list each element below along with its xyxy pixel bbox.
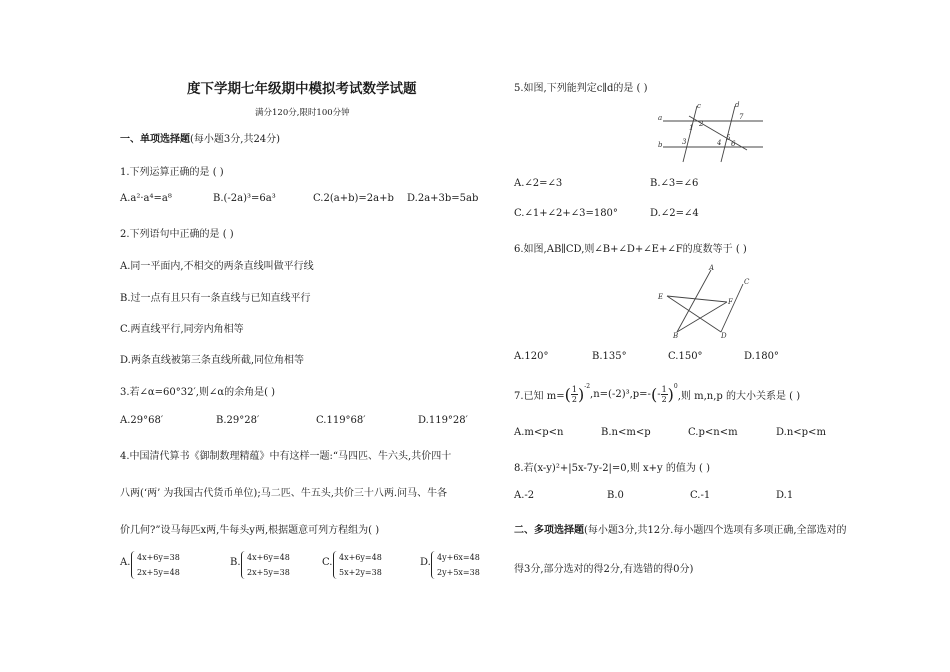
q5-option-a: A.∠2=∠3 <box>514 178 563 189</box>
q1-option-c: C.2(a+b)=2a+b <box>313 193 394 204</box>
q5-label-2: 2 <box>699 120 704 128</box>
q4-d-eq2: 2y+5x=38 <box>437 568 480 577</box>
brace-icon <box>131 551 137 579</box>
q4-d-eq1: 4y+6x=48 <box>437 553 480 562</box>
q6-line-ab <box>677 270 711 332</box>
q1-option-b: B.(-2a)³=6a³ <box>213 193 276 204</box>
left-paren-icon: ( <box>564 384 571 404</box>
page-subtitle: 满分120分,限时100分钟 <box>255 108 350 118</box>
q5-label-b: b <box>658 141 663 149</box>
q7-exp1: -2 <box>584 383 591 390</box>
q7-f2-den: 2 <box>661 394 667 404</box>
q5-stem: 5.如图,下列能判定c∥d的是 ( ) <box>514 83 648 94</box>
q5-label-a: a <box>658 114 663 122</box>
q3-option-d: D.119°28′ <box>418 415 468 426</box>
q7-fraction-1 <box>571 385 578 404</box>
q4-line3: 价几何?”设马每匹x两,牛每头y两,根据题意可列方程组为( ) <box>120 525 380 536</box>
section1-title: 一、单项选择题 <box>120 134 190 145</box>
q3-option-a: A.29°68′ <box>120 415 164 426</box>
q5-option-d: D.∠2=∠4 <box>650 208 699 219</box>
q6-option-a: A.120° <box>514 351 549 362</box>
q6-option-b: B.135° <box>592 351 627 362</box>
q2-option-b: B.过一点有且只有一条直线与已知直线平行 <box>120 293 311 304</box>
q4-c-eq2: 5x+2y=38 <box>339 568 382 577</box>
q4-option-c-label: C. <box>322 557 333 568</box>
q8-option-c: C.-1 <box>690 490 711 501</box>
section1-heading <box>120 130 280 145</box>
q6-option-d: D.180° <box>744 351 779 362</box>
q4-option-a-system <box>131 550 180 580</box>
q1-option-d: D.2a+3b=5ab <box>407 193 479 204</box>
section1-note: (每小题3分,共24分) <box>190 134 281 145</box>
q2-stem: 2.下列语句中正确的是 ( ) <box>120 229 234 240</box>
q4-b-eq1: 4x+6y=48 <box>247 553 290 562</box>
minus-sign: - <box>657 388 661 400</box>
q3-option-c: C.119°68′ <box>316 415 366 426</box>
q5-label-d: d <box>735 101 740 109</box>
q6-label-C: C <box>744 278 750 286</box>
q5-option-c: C.∠1+∠2+∠3=180° <box>514 208 618 219</box>
page-title: 度下学期七年级期中模拟考试数学试题 <box>187 81 417 97</box>
q5-label-c: c <box>697 102 701 110</box>
q4-a-eq2: 2x+5y=48 <box>137 568 180 577</box>
q5-line-c <box>683 106 697 162</box>
q2-option-c: C.两直线平行,同旁内角相等 <box>120 324 244 335</box>
q6-label-A: A <box>709 264 715 272</box>
q1-option-a: A.a²·a⁴=a⁸ <box>120 193 172 204</box>
q7-mid: ,n=(-2)³,p=- <box>590 388 651 400</box>
q4-line1: 4.中国清代算书《御制数理精蕴》中有这样一题:“马四匹、牛六头,共价四十 <box>120 451 452 462</box>
q6-line-cd <box>721 284 743 332</box>
q4-option-c-system <box>333 550 382 580</box>
q4-option-b-system <box>241 550 290 580</box>
q6-label-F: F <box>728 298 733 306</box>
right-paren-icon: ) <box>577 384 585 404</box>
q5-label-3: 3 <box>682 138 687 146</box>
q4-line2: 八两(‘两’ 为我国古代货币单位);马二匹、牛五头,共价三十八两.问马、牛各 <box>120 488 448 499</box>
q6-stem: 6.如图,AB∥CD,则∠B+∠D+∠E+∠F的度数等于 ( ) <box>514 244 747 255</box>
section2-line2: 得3分,部分选对的得2分,有选错的得0分) <box>514 564 694 575</box>
section2-title: 二、多项选择题 <box>514 525 584 536</box>
q6-label-B: B <box>673 332 679 340</box>
q8-stem: 8.若(x-y)²+|5x-7y-2|=0,则 x+y 的值为 ( ) <box>514 463 711 474</box>
brace-icon <box>241 551 247 579</box>
q2-option-a: A.同一平面内,不相交的两条直线叫做平行线 <box>120 261 314 272</box>
brace-icon <box>431 551 437 579</box>
q5-label-5: 5 <box>726 134 731 142</box>
q2-option-d: D.两条直线被第三条直线所截,同位角相等 <box>120 355 305 366</box>
q5-label-1: 1 <box>689 124 694 132</box>
q7-option-c: C.p<n<m <box>688 427 738 438</box>
q4-option-a-label: A. <box>120 557 131 568</box>
q7-stem <box>514 377 800 411</box>
q3-stem: 3.若∠α=60°32′,则∠α的余角是( ) <box>120 387 276 398</box>
q7-f2-num: 1 <box>661 384 667 394</box>
q6-figure <box>655 262 760 340</box>
section2-heading <box>514 521 847 536</box>
left-paren-icon: ( <box>650 384 658 404</box>
q7-option-d: D.n<p<m <box>776 427 826 438</box>
q7-suffix: ,则 m,n,p 的大小关系是 ( ) <box>677 390 801 402</box>
q5-label-7: 7 <box>739 113 744 121</box>
q8-option-b: B.0 <box>607 490 624 501</box>
q5-label-6: 6 <box>731 140 736 148</box>
q7-option-b: B.n<m<p <box>601 427 651 438</box>
q1-stem: 1.下列运算正确的是 ( ) <box>120 167 224 178</box>
q7-exp2: 0 <box>673 383 678 390</box>
right-paren-icon: ) <box>667 384 674 404</box>
q7-fraction-2 <box>661 385 668 404</box>
q4-option-b-label: B. <box>230 557 241 568</box>
q6-line-ef <box>667 296 727 302</box>
q6-label-D: D <box>721 332 727 340</box>
q7-f1-num: 1 <box>571 384 577 394</box>
q5-figure <box>655 100 770 165</box>
q5-label-4: 4 <box>717 139 722 147</box>
brace-icon <box>333 551 339 579</box>
q4-option-d-label: D. <box>420 557 431 568</box>
q8-option-a: A.-2 <box>514 490 535 501</box>
q4-option-d-system <box>431 550 480 580</box>
q7-option-a: A.m<p<n <box>514 427 564 438</box>
q6-label-E: E <box>658 293 664 301</box>
q6-line-bf <box>677 302 727 332</box>
q4-c-eq1: 4x+6y=48 <box>339 553 382 562</box>
q4-a-eq1: 4x+6y=38 <box>137 553 180 562</box>
q5-option-b: B.∠3=∠6 <box>650 178 699 189</box>
q7-f1-den: 2 <box>571 394 577 404</box>
q4-b-eq2: 2x+5y=38 <box>247 568 290 577</box>
q6-option-c: C.150° <box>668 351 703 362</box>
q7-prefix: 7.已知 m= <box>514 390 565 402</box>
q3-option-b: B.29°28′ <box>216 415 260 426</box>
q8-option-d: D.1 <box>776 490 794 501</box>
section2-note: (每小题3分,共12分.每小题四个选项有多项正确,全部选对的 <box>584 525 847 536</box>
